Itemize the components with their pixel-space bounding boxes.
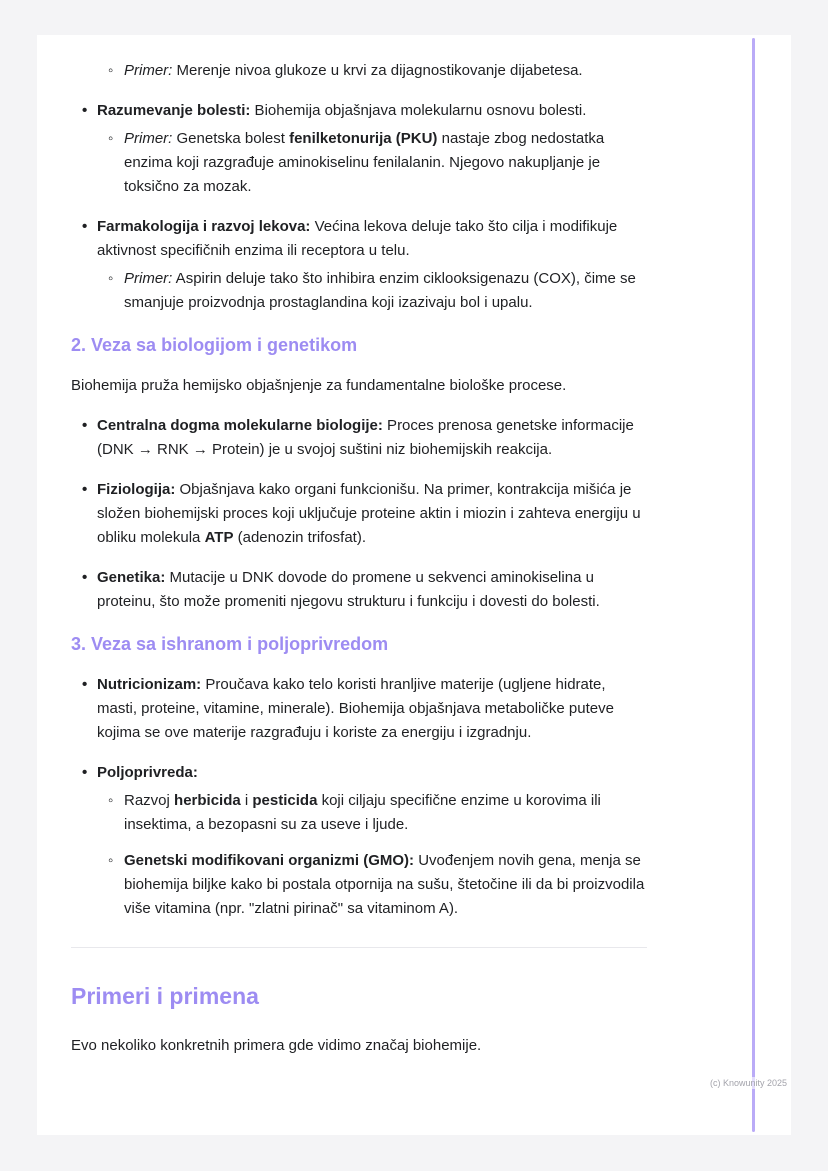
bullet-item xyxy=(97,478,647,550)
text-run: pesticida xyxy=(252,791,318,809)
text-run: Proces prenosa genetske informacije (DNK → RNK → Protein) je u svojoj suštini niz biohemijskih reakcija. xyxy=(97,416,634,458)
sub-bullet-item xyxy=(124,59,647,83)
text-run: Poljoprivreda: xyxy=(97,763,198,781)
text-run: Primer: xyxy=(124,130,173,147)
bullet-text xyxy=(97,414,647,462)
text-run: Biohemija pruža hemijsko objašnjenje za fundamentalne biološke procese. xyxy=(71,376,567,394)
text-run: Primer: xyxy=(124,270,173,287)
bullet-list xyxy=(71,414,647,614)
bullet-item xyxy=(97,673,647,745)
bullet-list xyxy=(71,673,647,921)
text-run: Genetika: xyxy=(97,568,166,586)
text-run: Razumevanje bolesti: xyxy=(97,102,251,119)
text-run: koji ciljaju specifične enzime u korovima ili insektima, a bezopasni su za useve i ljude. xyxy=(124,791,601,833)
text-run: Evo nekoliko konkretnih primera gde vidimo značaj biohemije. xyxy=(71,1037,482,1055)
bullet-list xyxy=(71,59,647,315)
paragraph xyxy=(71,374,647,398)
sub-bullet-item xyxy=(124,789,647,837)
bullet-item xyxy=(97,566,647,614)
text-run: Aspirin deluje tako što inhibira enzim ciklooksigenazu (COX), čime se smanjuje proizvodnja prostaglandina koji izazivaju bol i upalu. xyxy=(124,270,636,311)
text-run: nastaje zbog nedostatka enzima koji razgrađuje aminokiselinu fenilalanin. Njegovo nakupljanje je toksično za mozak. xyxy=(124,130,605,195)
sub-bullet-item xyxy=(124,127,647,199)
text-run: Mutacije u DNK dovode do promene u sekvenci aminokiselina u proteinu, što može promeniti njegovu strukturu i funkciju i dovesti do bolesti. xyxy=(97,568,600,610)
sub-bullet-item xyxy=(124,267,647,315)
text-run: Merenje nivoa glukoze u krvi za dijagnostikovanje dijabetesa. xyxy=(172,62,583,79)
bullet-item xyxy=(97,59,647,83)
subsection-heading: 2. Veza sa biologijom i genetikom xyxy=(71,335,358,355)
sub-bullet-list xyxy=(97,127,647,199)
text-run: Centralna dogma molekularne biologije: xyxy=(97,416,383,434)
text-run: Objašnjava kako organi funkcionišu. Na primer, kontrakcija mišića je složen biohemijski proces koji uključuje proteine aktin i miozin i zahteva energiju u obliku molekula xyxy=(97,480,641,546)
text-run: Razvoj xyxy=(124,791,175,809)
bullet-item xyxy=(97,99,647,199)
text-run: Genetski modifikovani organizmi (GMO): xyxy=(124,851,415,869)
text-run: Biohemija objašnjava molekularnu osnovu bolesti. xyxy=(250,102,587,119)
text-run: Farmakologija i razvoj lekova: xyxy=(97,218,311,235)
document-content xyxy=(37,59,791,1058)
page-accent-line xyxy=(752,38,755,1132)
bullet-item xyxy=(97,215,647,315)
text-run: (adenozin trifosfat). xyxy=(233,528,367,546)
bullet-text xyxy=(97,761,647,785)
watermark: (c) Knowunity 2025 xyxy=(709,1078,787,1088)
text-run: Genetska bolest xyxy=(172,130,290,147)
bullet-item xyxy=(97,414,647,462)
text-run: Uvođenjem novih gena, menja se biohemija biljke kako bi postala otpornija na sušu, štetočine ili da bi proizvodila više vitamina (npr. "zlatni pirinač" sa vitaminom A). xyxy=(124,851,645,917)
text-run: Većina lekova deluje tako što cilja i modifikuje aktivnost specifičnih enzima ili receptora u telu. xyxy=(97,218,618,259)
text-run: Fiziologija: xyxy=(97,480,176,498)
text-run: ATP xyxy=(204,528,234,546)
bullet-text xyxy=(97,566,647,614)
section-heading: Primeri i primena xyxy=(71,982,259,1009)
text-run: Nutricionizam: xyxy=(97,675,202,693)
bullet-text xyxy=(97,478,647,550)
sub-bullet-list xyxy=(97,267,647,315)
sub-bullet-item xyxy=(124,849,647,921)
sub-bullet-list xyxy=(97,59,647,83)
divider xyxy=(71,947,647,948)
bullet-text xyxy=(97,215,647,263)
subsection-heading: 3. Veza sa ishranom i poljoprivredom xyxy=(71,633,389,654)
sub-bullet-list xyxy=(97,789,647,921)
bullet-text xyxy=(97,99,647,123)
bullet-item xyxy=(97,761,647,921)
text-run: i xyxy=(240,791,253,809)
text-run: Proučava kako telo koristi hranljive materije (ugljene hidrate, masti, proteine, vitamine, minerale). Biohemija objašnjava metaboličke puteve kojima se ove materije razgrađuju i koriste za energiju i izgradnju. xyxy=(97,675,614,741)
bullet-text xyxy=(97,673,647,745)
text-run: Primer: xyxy=(124,62,173,79)
text-run: herbicida xyxy=(174,791,241,809)
document-page xyxy=(37,35,791,1135)
paragraph xyxy=(71,1034,647,1058)
text-run: fenilketonurija (PKU) xyxy=(289,130,438,147)
